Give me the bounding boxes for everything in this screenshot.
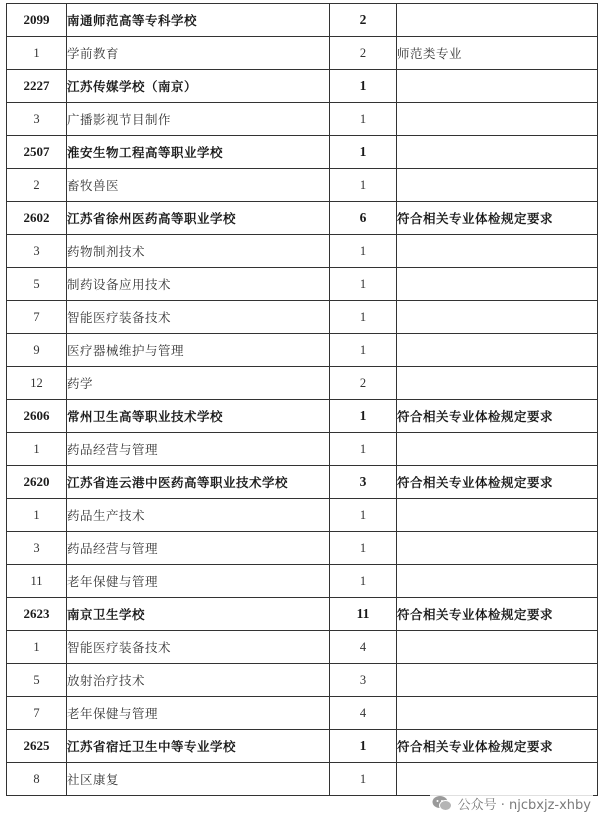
plan-count: 1 [330,103,397,136]
major-code: 7 [7,301,67,334]
plan-count: 1 [330,532,397,565]
remark [397,664,598,697]
major-code: 9 [7,334,67,367]
remark [397,697,598,730]
major-row [7,499,598,532]
wechat-icon [432,795,452,812]
school-name: 江苏传媒学校（南京） [67,70,330,103]
school-row [7,202,598,235]
major-row [7,37,598,70]
major-name: 制药设备应用技术 [67,268,330,301]
remark [397,631,598,664]
school-name: 江苏省连云港中医药高等职业技术学校 [67,466,330,499]
major-name: 药品经营与管理 [67,532,330,565]
major-row [7,433,598,466]
remark: 符合相关专业体检规定要求 [397,730,598,763]
remark [397,268,598,301]
school-row [7,466,598,499]
plan-count: 1 [330,400,397,433]
plan-count: 4 [330,631,397,664]
major-row [7,103,598,136]
major-row [7,268,598,301]
major-row [7,334,598,367]
major-row [7,565,598,598]
school-name: 常州卫生高等职业技术学校 [67,400,330,433]
remark [397,4,598,37]
major-code: 7 [7,697,67,730]
plan-count: 1 [330,763,397,796]
major-name: 畜牧兽医 [67,169,330,202]
major-code: 1 [7,37,67,70]
watermark-text: 公众号 · njcbxjz-xhby [457,798,591,813]
major-code: 1 [7,433,67,466]
school-name: 南通师范高等专科学校 [67,4,330,37]
plan-count: 4 [330,697,397,730]
remark [397,70,598,103]
plan-count: 1 [330,169,397,202]
major-row [7,631,598,664]
major-code: 3 [7,235,67,268]
remark [397,367,598,400]
major-code: 3 [7,532,67,565]
remark: 符合相关专业体检规定要求 [397,400,598,433]
major-code: 1 [7,631,67,664]
remark [397,136,598,169]
major-row [7,235,598,268]
school-row [7,136,598,169]
major-row [7,763,598,796]
plan-count: 2 [330,37,397,70]
school-code: 2625 [7,730,67,763]
school-row [7,70,598,103]
major-name: 药品经营与管理 [67,433,330,466]
school-code: 2507 [7,136,67,169]
school-code: 2227 [7,70,67,103]
plan-count: 1 [330,301,397,334]
remark [397,532,598,565]
plan-count: 1 [330,136,397,169]
major-name: 智能医疗装备技术 [67,631,330,664]
plan-count: 1 [330,268,397,301]
major-name: 智能医疗装备技术 [67,301,330,334]
major-code: 3 [7,103,67,136]
major-row [7,697,598,730]
plan-count: 2 [330,4,397,37]
major-code: 8 [7,763,67,796]
major-code: 5 [7,664,67,697]
major-name: 广播影视节目制作 [67,103,330,136]
remark [397,235,598,268]
major-row [7,367,598,400]
plan-count: 1 [330,235,397,268]
remark [397,763,598,796]
plan-count: 3 [330,466,397,499]
major-row [7,664,598,697]
major-code: 2 [7,169,67,202]
plan-count: 1 [330,70,397,103]
major-row [7,301,598,334]
remark [397,169,598,202]
school-code: 2099 [7,4,67,37]
school-row [7,4,598,37]
major-name: 药学 [67,367,330,400]
remark [397,103,598,136]
major-code: 11 [7,565,67,598]
plan-count: 1 [330,433,397,466]
plan-count: 2 [330,367,397,400]
school-code: 2623 [7,598,67,631]
plan-count: 1 [330,730,397,763]
major-code: 1 [7,499,67,532]
school-row [7,598,598,631]
major-row [7,169,598,202]
plan-count: 1 [330,499,397,532]
major-name: 社区康复 [67,763,330,796]
major-name: 医疗器械维护与管理 [67,334,330,367]
watermark [430,793,593,814]
major-name: 放射治疗技术 [67,664,330,697]
major-name: 老年保健与管理 [67,565,330,598]
plan-count: 11 [330,598,397,631]
enrollment-table [6,3,598,796]
remark [397,499,598,532]
major-name: 药物制剂技术 [67,235,330,268]
school-code: 2606 [7,400,67,433]
remark [397,301,598,334]
remark: 符合相关专业体检规定要求 [397,202,598,235]
school-name: 南京卫生学校 [67,598,330,631]
school-name: 淮安生物工程高等职业学校 [67,136,330,169]
remark [397,433,598,466]
school-name: 江苏省徐州医药高等职业学校 [67,202,330,235]
remark [397,565,598,598]
plan-count: 1 [330,565,397,598]
school-row [7,400,598,433]
major-name: 药品生产技术 [67,499,330,532]
remark: 符合相关专业体检规定要求 [397,598,598,631]
school-code: 2602 [7,202,67,235]
major-row [7,532,598,565]
major-code: 5 [7,268,67,301]
remark: 师范类专业 [397,37,598,70]
major-name: 老年保健与管理 [67,697,330,730]
plan-count: 3 [330,664,397,697]
major-name: 学前教育 [67,37,330,70]
school-code: 2620 [7,466,67,499]
remark: 符合相关专业体检规定要求 [397,466,598,499]
school-name: 江苏省宿迁卫生中等专业学校 [67,730,330,763]
major-code: 12 [7,367,67,400]
school-row [7,730,598,763]
remark [397,334,598,367]
plan-count: 1 [330,334,397,367]
plan-count: 6 [330,202,397,235]
table-body [7,4,598,796]
